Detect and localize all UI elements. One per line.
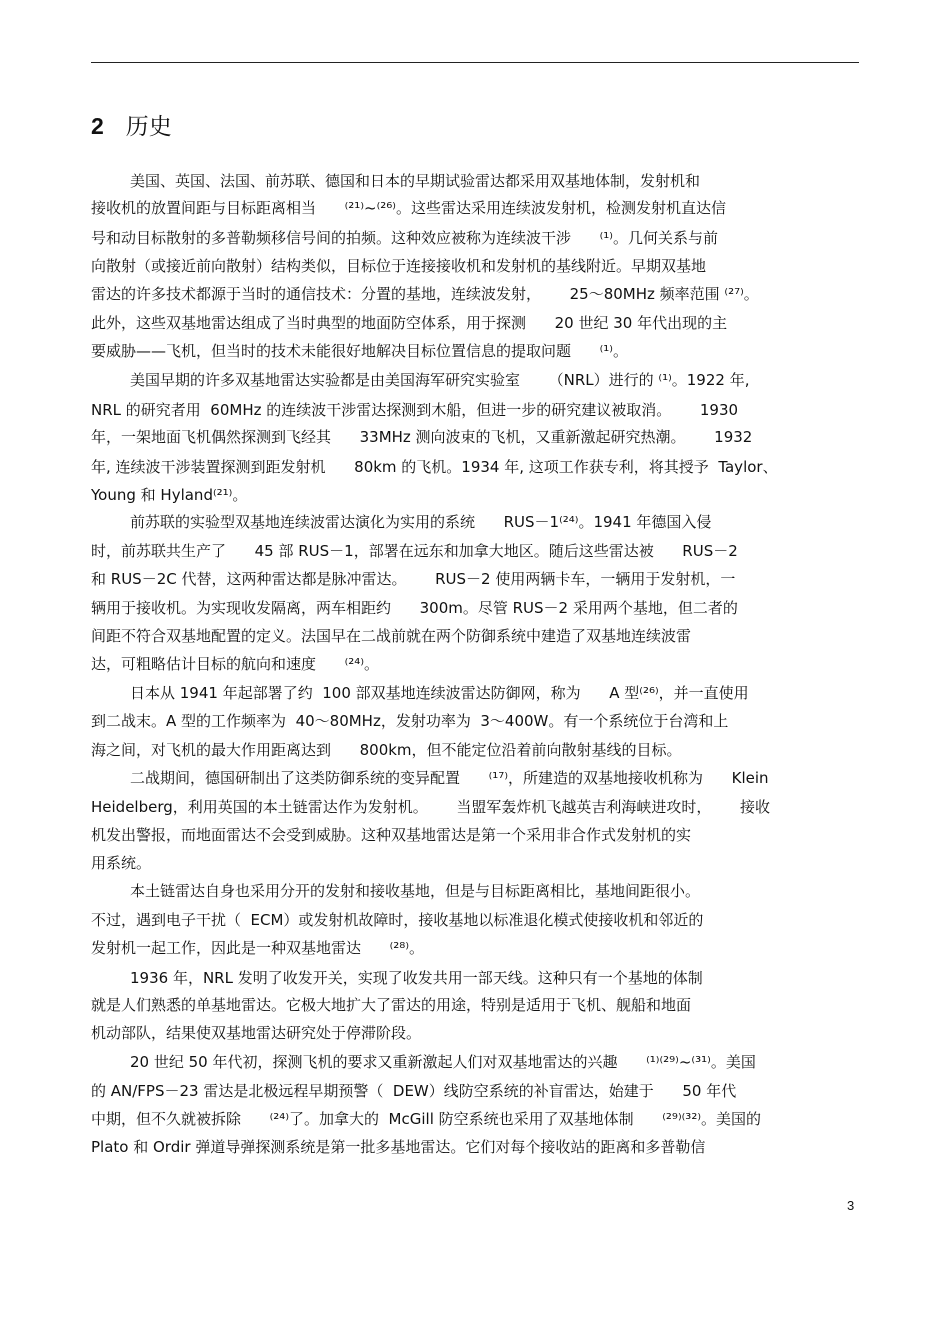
text-line: 和 RUS－2C 代替，这两种雷达都是脉冲雷达。 RUS－2 使用两辆卡车，一辆用于发射机，一 xyxy=(91,570,736,588)
text-line: 1936 年，NRL 发明了收发开关，实现了收发共用一部天线。这种只有一个基地的体制 xyxy=(130,969,703,987)
text-line: 前苏联的实验型双基地连续波雷达演化为实用的系统 RUS－1⁽²⁴⁾。1941 年德国入侵 xyxy=(130,513,712,531)
text-line: 20 世纪 50 年代初，探测飞机的要求又重新激起人们对双基地雷达的兴趣 ⁽¹⁾⁽²⁹⁾~⁽³¹⁾。美国 xyxy=(130,1053,756,1071)
section-heading xyxy=(91,108,172,141)
text-line: 辆用于接收机。为实现收发隔离，两车相距约 300m。尽管 RUS－2 采用两个基地，但二者的 xyxy=(91,599,738,617)
text-line: 用系统。 xyxy=(91,854,152,872)
text-line: 日本从 1941 年起部署了约 100 部双基地连续波雷达防御网，称为 A 型⁽²⁶⁾，并一直使用 xyxy=(130,684,749,702)
text-line: 机动部队，结果使双基地雷达研究处于停滞阶段。 xyxy=(91,1024,422,1042)
text-line: 就是人们熟悉的单基地雷达。它极大地扩大了雷达的用途，特别是适用于飞机、舰船和地面 xyxy=(91,996,692,1014)
section-number: 2 xyxy=(91,113,104,139)
text-line: 雷达的许多技术都源于当时的通信技术：分置的基地，连续波发射， 25～80MHz 频率范围 ⁽²⁷⁾。 xyxy=(91,285,759,303)
text-line: NRL 的研究者用 60MHz 的连续波干涉雷达探测到木船，但进一步的研究建议被取消。 1930 xyxy=(91,401,739,419)
text-line: 接收机的放置间距与目标距离相当 ⁽²¹⁾~⁽²⁶⁾。这些雷达采用连续波发射机，检测发射机直达信 xyxy=(91,199,726,217)
text-line: 年，一架地面飞机偶然探测到飞经其 33MHz 测向波束的飞机，又重新激起研究热潮。 1932 xyxy=(91,428,753,446)
text-line: 机发出警报，而地面雷达不会受到威胁。这种双基地雷达是第一个采用非合作式发射机的实 xyxy=(91,826,692,844)
text-line: 号和动目标散射的多普勒频移信号间的拍频。这种效应被称为连续波干涉 ⁽¹⁾。几何关系与前 xyxy=(91,229,718,247)
text-line: 发射机一起工作，因此是一种双基地雷达 ⁽²⁸⁾。 xyxy=(91,939,425,957)
text-line: 向散射（或接近前向散射）结构类似，目标位于连接接收机和发射机的基线附近。早期双基地 xyxy=(91,257,707,275)
text-line: Heidelberg，利用英国的本土链雷达作为发射机。 当盟军轰炸机飞越英吉利海峡进攻时， 接收 xyxy=(91,798,770,816)
text-line: Plato 和 Ordir 弹道导弹探测系统是第一批多基地雷达。它们对每个接收站的距离和多普勒信 xyxy=(91,1138,706,1156)
header-rule xyxy=(91,62,859,63)
text-line: 要威胁——飞机，但当时的技术未能很好地解决目标位置信息的提取问题 ⁽¹⁾。 xyxy=(91,342,628,360)
text-line: 时，前苏联共生产了 45 部 RUS－1，部署在远东和加拿大地区。随后这些雷达被 RUS－2 xyxy=(91,542,738,560)
text-line: 此外，这些双基地雷达组成了当时典型的地面防空体系，用于探测 20 世纪 30 年代出现的主 xyxy=(91,314,728,332)
text-line: 到二战末。A 型的工作频率为 40～80MHz，发射功率为 3～400W。有一个系统位于台湾和上 xyxy=(91,712,729,730)
text-line: Young 和 Hyland⁽²¹⁾。 xyxy=(91,486,248,504)
page-number: 3 xyxy=(847,1198,855,1213)
text-line: 海之间，对飞机的最大作用距离达到 800km，但不能定位沿着前向散射基线的目标。 xyxy=(91,741,682,759)
text-line: 美国、英国、法国、前苏联、德国和日本的早期试验雷达都采用双基地体制，发射机和 xyxy=(130,172,701,190)
text-line: 二战期间，德国研制出了这类防御系统的变异配置 ⁽¹⁷⁾，所建造的双基地接收机称为 Klein xyxy=(130,769,769,787)
text-line: 不过，遇到电子干扰（ ECM）或发射机故障时，接收基地以标准退化模式使接收机和邻近的 xyxy=(91,911,704,929)
text-line: 的 AN/FPS－23 雷达是北极远程早期预警（ DEW）线防空系统的补盲雷达，始建于 50 年代 xyxy=(91,1082,737,1100)
text-line: 美国早期的许多双基地雷达实验都是由美国海军研究实验室 （NRL）进行的 ⁽¹⁾。1922 年, xyxy=(130,371,750,389)
text-line: 本土链雷达自身也采用分开的发射和接收基地，但是与目标距离相比，基地间距很小。 xyxy=(130,882,701,900)
text-line: 达，可粗略估计目标的航向和速度 ⁽²⁴⁾。 xyxy=(91,655,380,673)
text-line: 年, 连续波干涉装置探测到距发射机 80km 的飞机。1934 年, 这项工作获专利，将其授予 Taylor、 xyxy=(91,458,778,476)
text-line: 中期，但不久就被拆除 ⁽²⁴⁾了。加拿大的 McGill 防空系统也采用了双基地体制 ⁽²⁹⁾⁽³²⁾。美国的 xyxy=(91,1110,762,1128)
section-title: 历史 xyxy=(125,114,172,140)
text-line: 间距不符合双基地配置的定义。法国早在二战前就在两个防御系统中建造了双基地连续波雷 xyxy=(91,627,692,645)
